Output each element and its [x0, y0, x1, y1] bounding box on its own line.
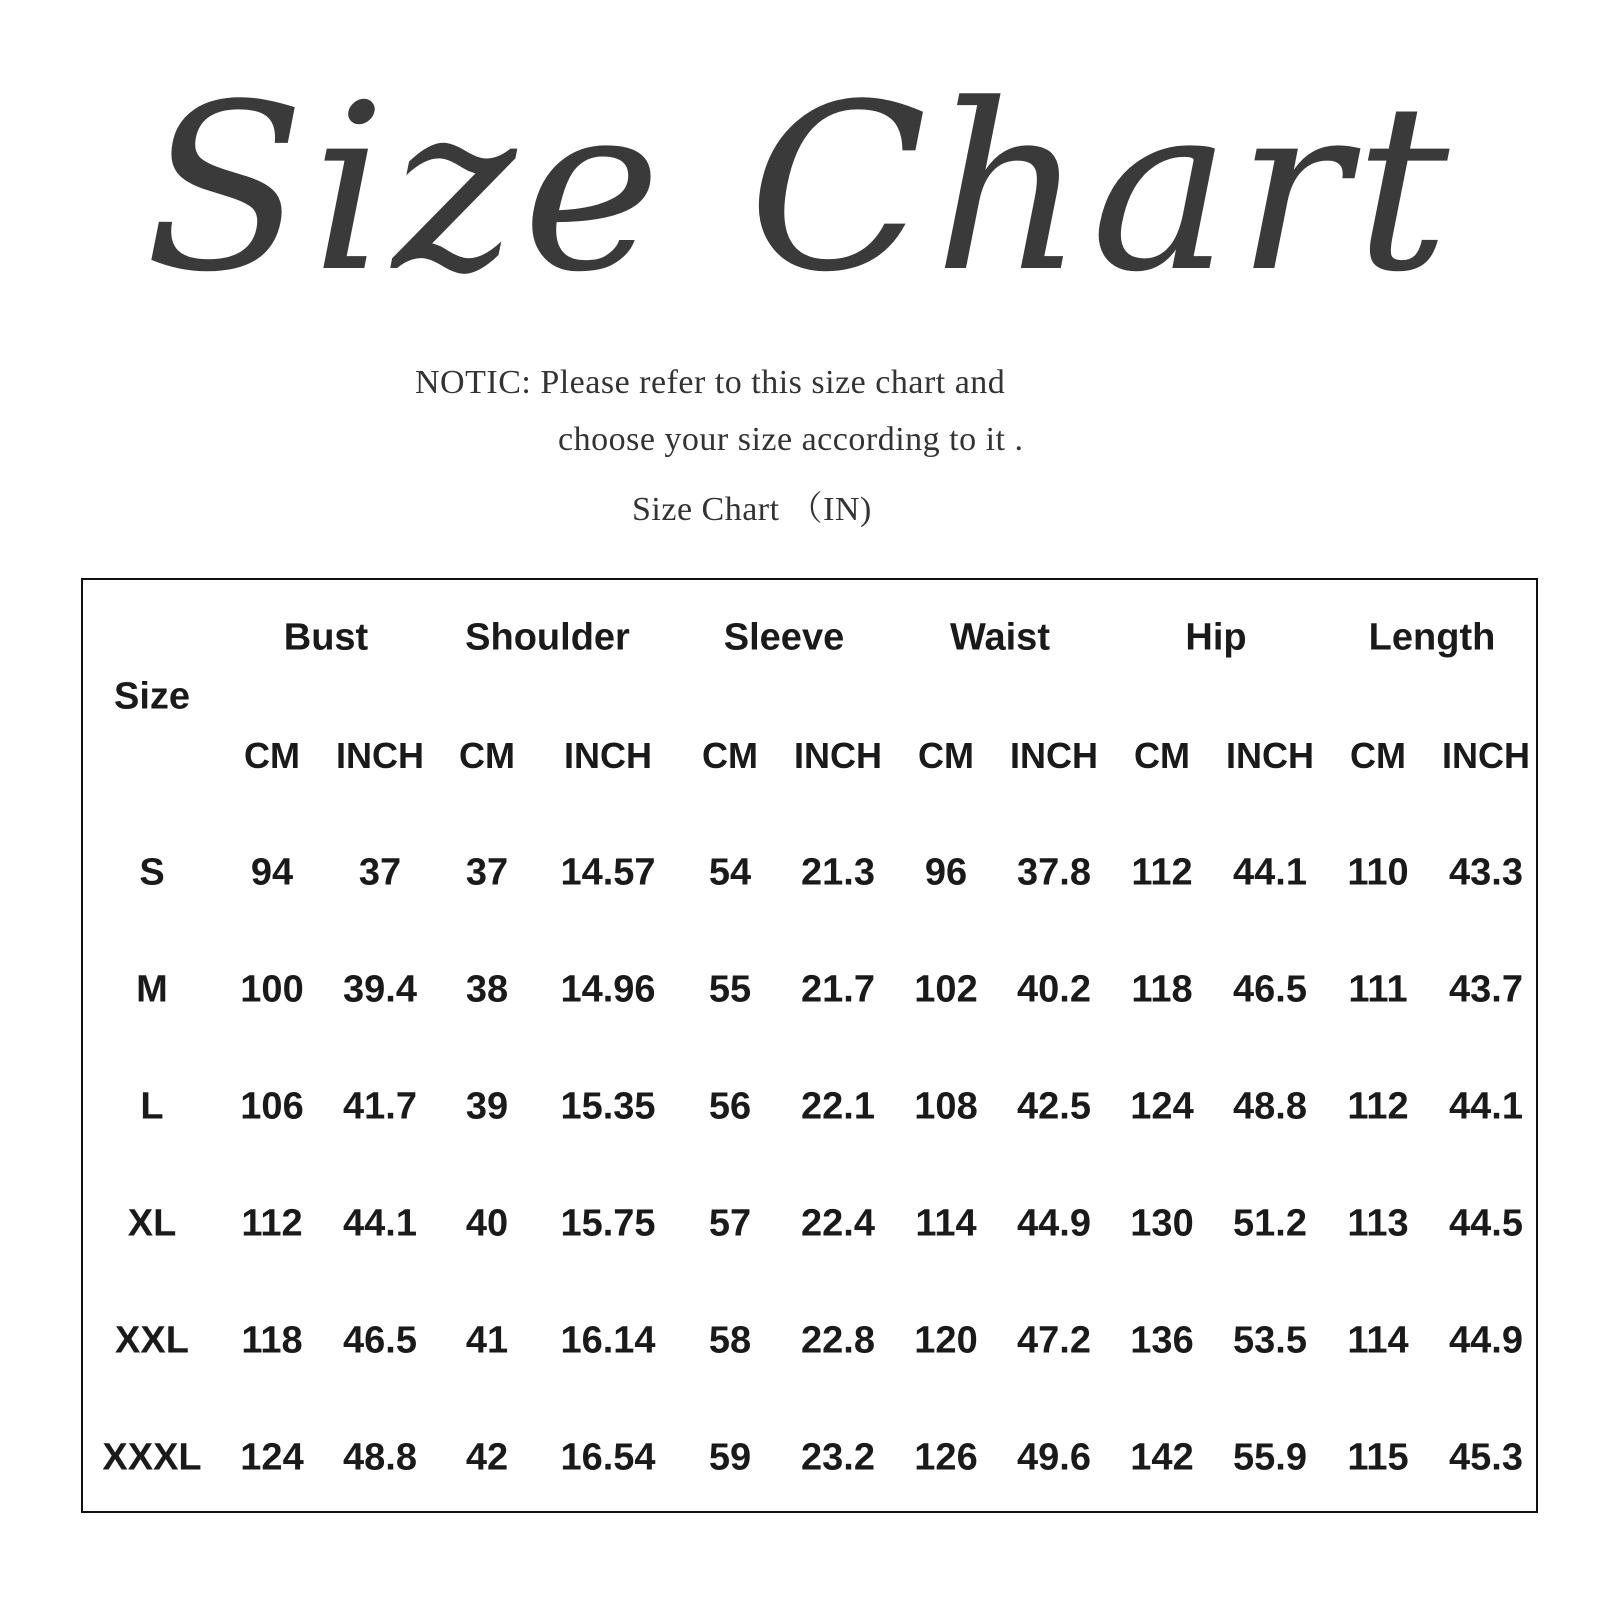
table-cell: 94 [250, 851, 294, 894]
table-cell: 126 [914, 1436, 978, 1479]
table-cell: 44.1 [1233, 851, 1307, 894]
unit-subheader: CM [1134, 735, 1190, 776]
table-cell: 15.35 [560, 1085, 656, 1128]
table-cell: 37 [358, 851, 402, 894]
table-cell: 53.5 [1233, 1319, 1307, 1362]
table-cell: 47.2 [1017, 1319, 1091, 1362]
table-cell: 102 [914, 968, 978, 1011]
table-cell: 37 [465, 851, 509, 894]
table-cell: 39 [465, 1085, 509, 1128]
unit-subheader: INCH [336, 735, 424, 776]
measurement-group-header: Hip [1185, 616, 1247, 659]
table-cell: 41.7 [343, 1085, 417, 1128]
table-cell: 112 [241, 1202, 303, 1245]
table-cell: 48.8 [343, 1436, 417, 1479]
table-cell: 110 [1347, 851, 1409, 894]
unit-subheader: CM [702, 735, 758, 776]
size-label: S [139, 851, 165, 894]
table-cell: 111 [1348, 968, 1408, 1011]
table-cell: 44.9 [1449, 1319, 1523, 1362]
table-cell: 120 [914, 1319, 978, 1362]
table-cell: 46.5 [1233, 968, 1307, 1011]
table-cell: 100 [240, 968, 304, 1011]
size-label: XXL [115, 1319, 189, 1362]
table-cell: 16.54 [560, 1436, 656, 1479]
notice-line-2: choose your size according to it . [558, 421, 1024, 458]
measurement-group-header: Shoulder [465, 616, 630, 659]
table-cell: 114 [915, 1202, 977, 1245]
table-cell: 38 [465, 968, 509, 1011]
table-cell: 23.2 [801, 1436, 875, 1479]
table-cell: 112 [1131, 851, 1193, 894]
unit-subheader: CM [918, 735, 974, 776]
size-label: XL [127, 1202, 177, 1245]
table-cell: 130 [1130, 1202, 1194, 1245]
table-cell: 21.7 [801, 968, 875, 1011]
size-column-header: Size [113, 675, 191, 718]
table-cell: 42 [465, 1436, 509, 1479]
table-cell: 21.3 [801, 851, 875, 894]
page-title: Size Chart [144, 56, 1456, 323]
table-cell: 115 [1347, 1436, 1409, 1479]
table-cell: 96 [924, 851, 968, 894]
table-cell: 57 [708, 1202, 752, 1245]
measurement-group-header: Bust [283, 616, 369, 659]
measurement-group-header: Length [1368, 616, 1496, 659]
table-cell: 55 [708, 968, 752, 1011]
size-label: M [136, 968, 168, 1011]
measurement-group-header: Waist [950, 616, 1050, 659]
table-cell: 43.3 [1449, 851, 1523, 894]
table-cell: 42.5 [1017, 1085, 1091, 1128]
table-cell: 48.8 [1233, 1085, 1307, 1128]
table-cell: 16.14 [560, 1319, 656, 1362]
unit-subheader: INCH [1442, 735, 1530, 776]
table-cell: 22.4 [801, 1202, 875, 1245]
table-cell: 44.9 [1017, 1202, 1091, 1245]
size-label: XXXL [102, 1436, 202, 1479]
table-cell: 37.8 [1017, 851, 1091, 894]
notice-line-1: NOTIC: Please refer to this size chart and [415, 364, 1006, 401]
table-cell: 43.7 [1449, 968, 1523, 1011]
table-cell: 14.57 [560, 851, 656, 894]
unit-subheader: CM [1350, 735, 1406, 776]
table-cell: 44.1 [343, 1202, 417, 1245]
unit-subheader: CM [244, 735, 300, 776]
unit-subheader: INCH [794, 735, 882, 776]
table-cell: 56 [708, 1085, 752, 1128]
table-cell: 14.96 [560, 968, 656, 1011]
table-cell: 49.6 [1017, 1436, 1091, 1479]
unit-subheader: CM [459, 735, 515, 776]
table-cell: 22.8 [801, 1319, 875, 1362]
unit-subheader: INCH [564, 735, 652, 776]
table-cell: 54 [708, 851, 752, 894]
table-cell: 58 [708, 1319, 752, 1362]
table-cell: 51.2 [1233, 1202, 1307, 1245]
table-cell: 108 [914, 1085, 978, 1128]
table-cell: 41 [465, 1319, 509, 1362]
table-cell: 22.1 [801, 1085, 875, 1128]
table-cell: 106 [240, 1085, 304, 1128]
table-cell: 124 [240, 1436, 304, 1479]
table-cell: 118 [1131, 968, 1193, 1011]
table-cell: 55.9 [1233, 1436, 1307, 1479]
table-cell: 124 [1130, 1085, 1194, 1128]
unit-subheader: INCH [1010, 735, 1098, 776]
table-cell: 15.75 [560, 1202, 656, 1245]
size-label: L [140, 1085, 164, 1128]
table-cell: 59 [708, 1436, 752, 1479]
table-cell: 39.4 [343, 968, 417, 1011]
table-cell: 118 [241, 1319, 303, 1362]
size-table-frame [81, 578, 1538, 1513]
table-cell: 136 [1130, 1319, 1194, 1362]
table-cell: 44.5 [1449, 1202, 1523, 1245]
table-cell: 45.3 [1449, 1436, 1523, 1479]
measurement-group-header: Sleeve [723, 616, 845, 659]
table-cell: 40.2 [1017, 968, 1091, 1011]
table-cell: 112 [1347, 1085, 1409, 1128]
table-cell: 113 [1347, 1202, 1409, 1245]
unit-subheader: INCH [1226, 735, 1314, 776]
table-cell: 44.1 [1449, 1085, 1523, 1128]
table-cell: 46.5 [343, 1319, 417, 1362]
table-cell: 40 [465, 1202, 509, 1245]
table-cell: 142 [1130, 1436, 1194, 1479]
size-chart-unit-caption: Size Chart （IN) [632, 491, 872, 528]
table-cell: 114 [1347, 1319, 1409, 1362]
